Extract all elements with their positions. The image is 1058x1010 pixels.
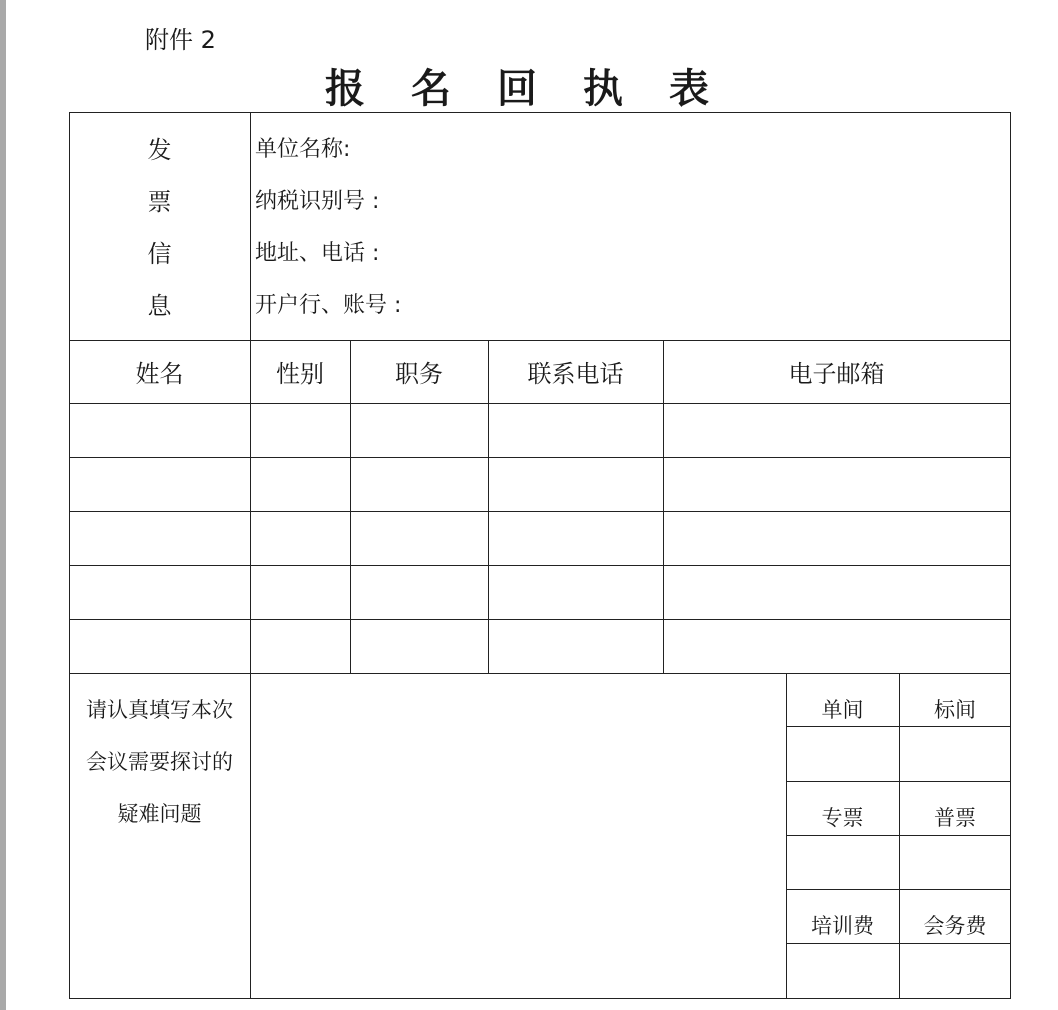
gender-cell[interactable]: [250, 565, 350, 619]
position-cell[interactable]: [350, 565, 488, 619]
header-phone: 联系电话: [527, 360, 624, 388]
tax-id-field[interactable]: 纳税识别号 :: [255, 189, 380, 214]
invoice-option-regular: 普票: [934, 806, 976, 830]
fee-conference-checkbox[interactable]: [900, 944, 1010, 998]
phone-cell[interactable]: [488, 565, 663, 619]
name-cell[interactable]: [69, 619, 250, 673]
position-cell[interactable]: [350, 511, 488, 565]
company-name-field[interactable]: 单位名称:: [255, 137, 351, 162]
phone-cell[interactable]: [488, 619, 663, 673]
position-cell[interactable]: [350, 457, 488, 511]
position-cell[interactable]: [350, 403, 488, 457]
phone-cell[interactable]: [488, 403, 663, 457]
registration-form: [69, 112, 1011, 999]
question-prompt-line: 请认真填写本次: [86, 698, 233, 722]
header-email: 电子邮箱: [788, 360, 885, 388]
email-cell[interactable]: [663, 403, 1010, 457]
name-cell[interactable]: [69, 403, 250, 457]
email-cell[interactable]: [663, 511, 1010, 565]
name-cell[interactable]: [69, 511, 250, 565]
invoice-heading-char: 发: [147, 136, 172, 164]
fee-option-training: 培训费: [811, 914, 874, 938]
address-phone-field[interactable]: 地址、电话 :: [255, 241, 380, 266]
options-rule: [786, 781, 1011, 782]
question-prompt-line: 疑难问题: [117, 802, 202, 826]
position-cell[interactable]: [350, 619, 488, 673]
attachment-label: 附件 2: [145, 26, 216, 54]
question-answer-area[interactable]: [251, 674, 786, 998]
form-border-top: [69, 112, 1011, 113]
room-single-checkbox[interactable]: [787, 727, 899, 781]
invoice-special-checkbox[interactable]: [787, 836, 899, 889]
header-gender: 性别: [276, 360, 324, 388]
gender-cell[interactable]: [250, 403, 350, 457]
invoice-heading-char: 息: [147, 292, 172, 320]
header-name: 姓名: [135, 360, 184, 388]
form-title: 报名回执表: [325, 65, 755, 112]
phone-cell[interactable]: [488, 511, 663, 565]
room-option-double: 标间: [934, 698, 976, 722]
header-position: 职务: [395, 360, 443, 388]
fee-option-conference: 会务费: [923, 914, 987, 938]
email-cell[interactable]: [663, 457, 1010, 511]
form-border-bottom: [69, 998, 1011, 999]
invoice-heading-char: 信: [147, 240, 172, 268]
page-edge: [0, 0, 6, 1010]
question-prompt-line: 会议需要探讨的: [86, 750, 233, 774]
invoice-option-special: 专票: [821, 806, 864, 830]
form-border-right: [1010, 112, 1011, 999]
gender-cell[interactable]: [250, 619, 350, 673]
room-option-single: 单间: [821, 698, 864, 722]
email-cell[interactable]: [663, 619, 1010, 673]
invoice-regular-checkbox[interactable]: [900, 836, 1010, 889]
gender-cell[interactable]: [250, 511, 350, 565]
fee-training-checkbox[interactable]: [787, 944, 899, 998]
phone-cell[interactable]: [488, 457, 663, 511]
email-cell[interactable]: [663, 565, 1010, 619]
invoice-heading-char: 票: [147, 188, 172, 216]
options-rule: [786, 889, 1011, 890]
gender-cell[interactable]: [250, 457, 350, 511]
invoice-divider: [250, 112, 251, 340]
bank-account-field[interactable]: 开户行、账号 :: [255, 293, 402, 318]
name-cell[interactable]: [69, 457, 250, 511]
name-cell[interactable]: [69, 565, 250, 619]
room-double-checkbox[interactable]: [900, 727, 1010, 781]
